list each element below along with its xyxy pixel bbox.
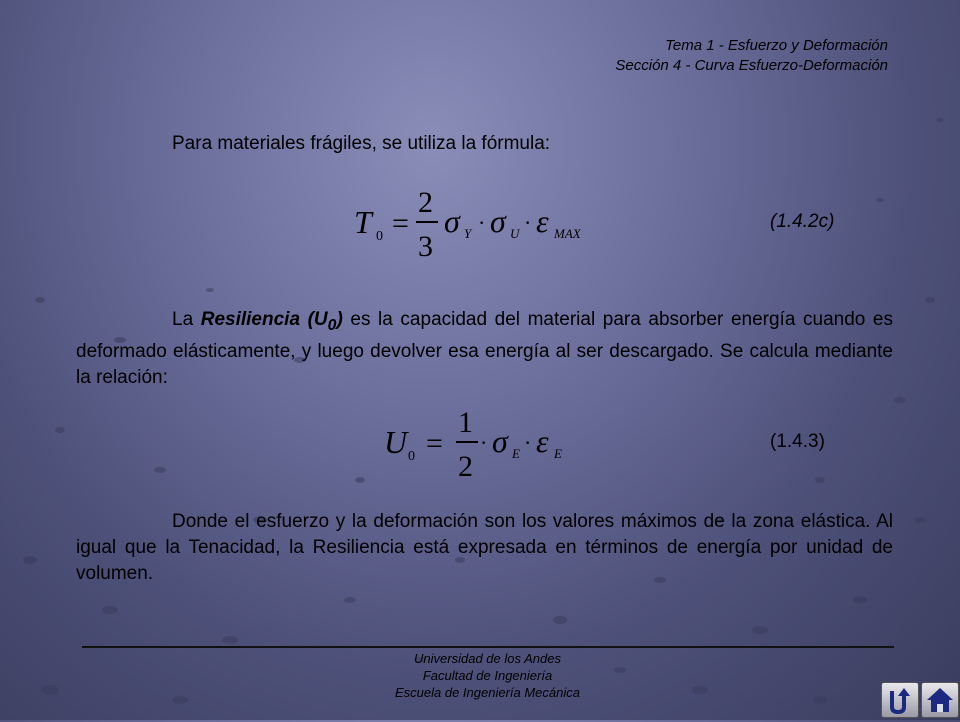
header-section: Sección 4 - Curva Esfuerzo-Deformación xyxy=(615,57,888,74)
formula1-numerator: 2 xyxy=(418,186,433,219)
formula1-dot2: · xyxy=(524,210,532,235)
formula-toughness xyxy=(352,178,622,268)
footer-university: Universidad de los Andes xyxy=(414,651,561,666)
formula1-lhs-sub: 0 xyxy=(376,229,383,244)
formula1-denominator: 3 xyxy=(418,230,433,263)
formula1-lhs: T xyxy=(354,204,372,240)
home-icon xyxy=(922,683,958,717)
conclusion-paragraph: Donde el esfuerzo y la deformación son los valores máximos de la zona elástica. Al igual que la Tenacidad, la Resiliencia está expresada en términos de energía por unidad de volumen. xyxy=(76,511,893,584)
formula2-epsilon-sub: E xyxy=(554,446,562,461)
resilience-paragraph xyxy=(76,307,893,391)
formula1-sigma-u-sub: U xyxy=(510,226,520,241)
home-button[interactable] xyxy=(921,682,959,718)
intro-text: Para materiales frágiles, se utiliza la fórmula: xyxy=(172,133,551,154)
paragraph1-pre: La xyxy=(172,309,201,330)
resilience-term-close: ) xyxy=(336,309,343,330)
formula2-denominator: 2 xyxy=(458,450,473,483)
formula2-sigma-sub: E xyxy=(512,446,520,461)
footer-divider xyxy=(82,646,894,648)
resilience-term: Resiliencia (U xyxy=(200,309,328,330)
paragraph1-rest: es la capacidad del material para absorber energía cuando es deformado elásticamente, y luego devolver esa energía al ser descargado. Se calcula mediante la relación: xyxy=(76,309,893,388)
formula2-dot1: · xyxy=(480,430,488,455)
back-button[interactable] xyxy=(881,682,919,718)
formula1-epsilon: ε xyxy=(536,203,549,239)
resilience-term-sub: 0 xyxy=(327,316,337,334)
equation-label-1: (1.4.2c) xyxy=(770,211,835,232)
slide-header xyxy=(615,36,888,76)
formula1-epsilon-sub: MAX xyxy=(554,226,581,241)
formula2-dot2: · xyxy=(524,430,532,455)
formula2-numerator: 1 xyxy=(458,406,473,439)
back-arrow-icon xyxy=(882,683,918,717)
footer-faculty: Facultad de Ingeniería xyxy=(422,668,553,683)
formula2-epsilon: ε xyxy=(536,423,549,459)
equation-label-2: (1.4.3) xyxy=(770,431,825,452)
formula1-sigma-y: σ xyxy=(444,203,460,239)
formula2-equals: = xyxy=(426,427,443,460)
formula1-equals: = xyxy=(392,207,409,240)
formula2-lhs: U xyxy=(384,424,408,460)
formula1-sigma-u: σ xyxy=(490,203,506,239)
formula1-dot1: · xyxy=(478,210,486,235)
formula1-sigma-y-sub: Y xyxy=(464,226,472,241)
footer-school: Escuela de Ingeniería Mecánica xyxy=(394,685,580,700)
formula2-lhs-sub: 0 xyxy=(408,449,415,464)
formula2-sigma: σ xyxy=(492,423,508,459)
header-topic: Tema 1 - Esfuerzo y Deformación xyxy=(665,37,888,54)
slide-footer xyxy=(300,650,675,701)
formula-resilience xyxy=(382,398,582,488)
